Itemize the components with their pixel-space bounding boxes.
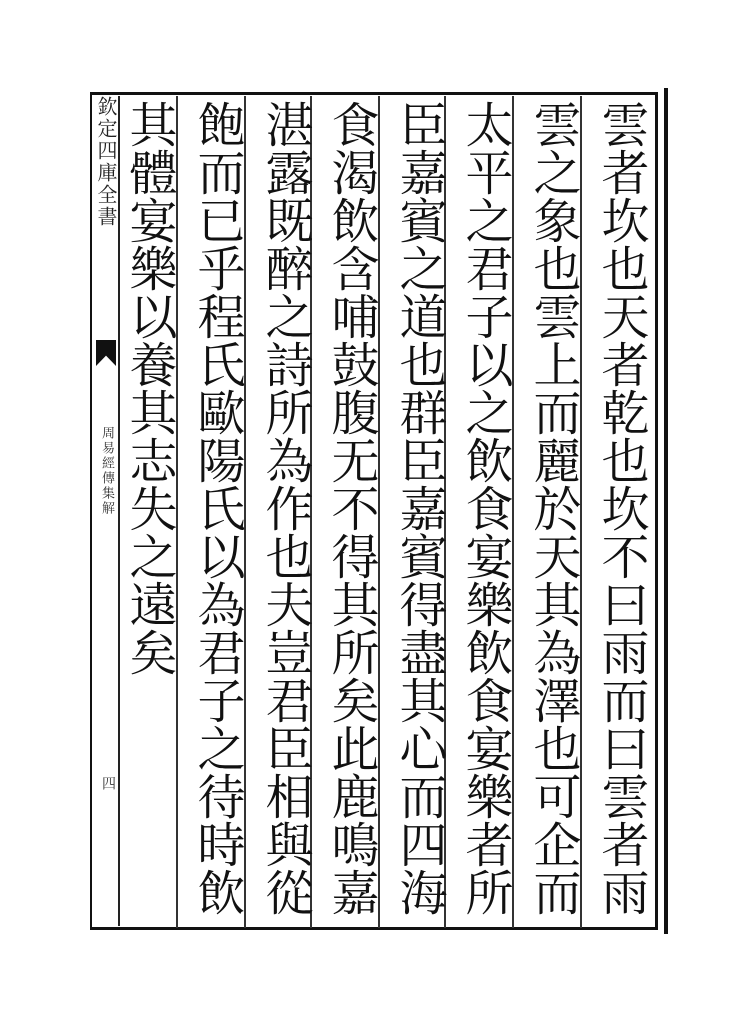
text-column-5: 食渴飲含哺鼓腹无不得其所矣此鹿鳴嘉 — [323, 100, 379, 916]
text-column-1: 雲者坎也天者乾也坎不曰雨而曰雲者雨 — [593, 100, 649, 916]
fishtail-mark-icon — [96, 340, 116, 366]
banxin-top-text: 欽定四庫全書 — [94, 96, 118, 228]
banxin-book-title: 周易經傳集解 — [99, 426, 114, 516]
banxin-page-number: 四 — [100, 776, 116, 790]
page-border-right-thick — [664, 88, 668, 934]
banxin-center-strip — [94, 96, 120, 926]
text-column-7: 飽而已乎程氏歐陽氏以為君子之待時飲 — [189, 100, 245, 916]
text-column-2: 雲之象也雲上而麗於天其為澤也可企而 — [525, 100, 581, 916]
text-column-8: 其體宴樂以養其志失之遠矣 — [121, 100, 177, 676]
text-column-4: 臣嘉賓之道也群臣嘉賓得盡其心而四海 — [391, 100, 447, 916]
text-column-6: 湛露既醉之詩所為作也夫豈君臣相與從 — [257, 100, 313, 916]
text-column-3: 太平之君子以之飲食宴樂飲食宴樂者所 — [457, 100, 513, 916]
